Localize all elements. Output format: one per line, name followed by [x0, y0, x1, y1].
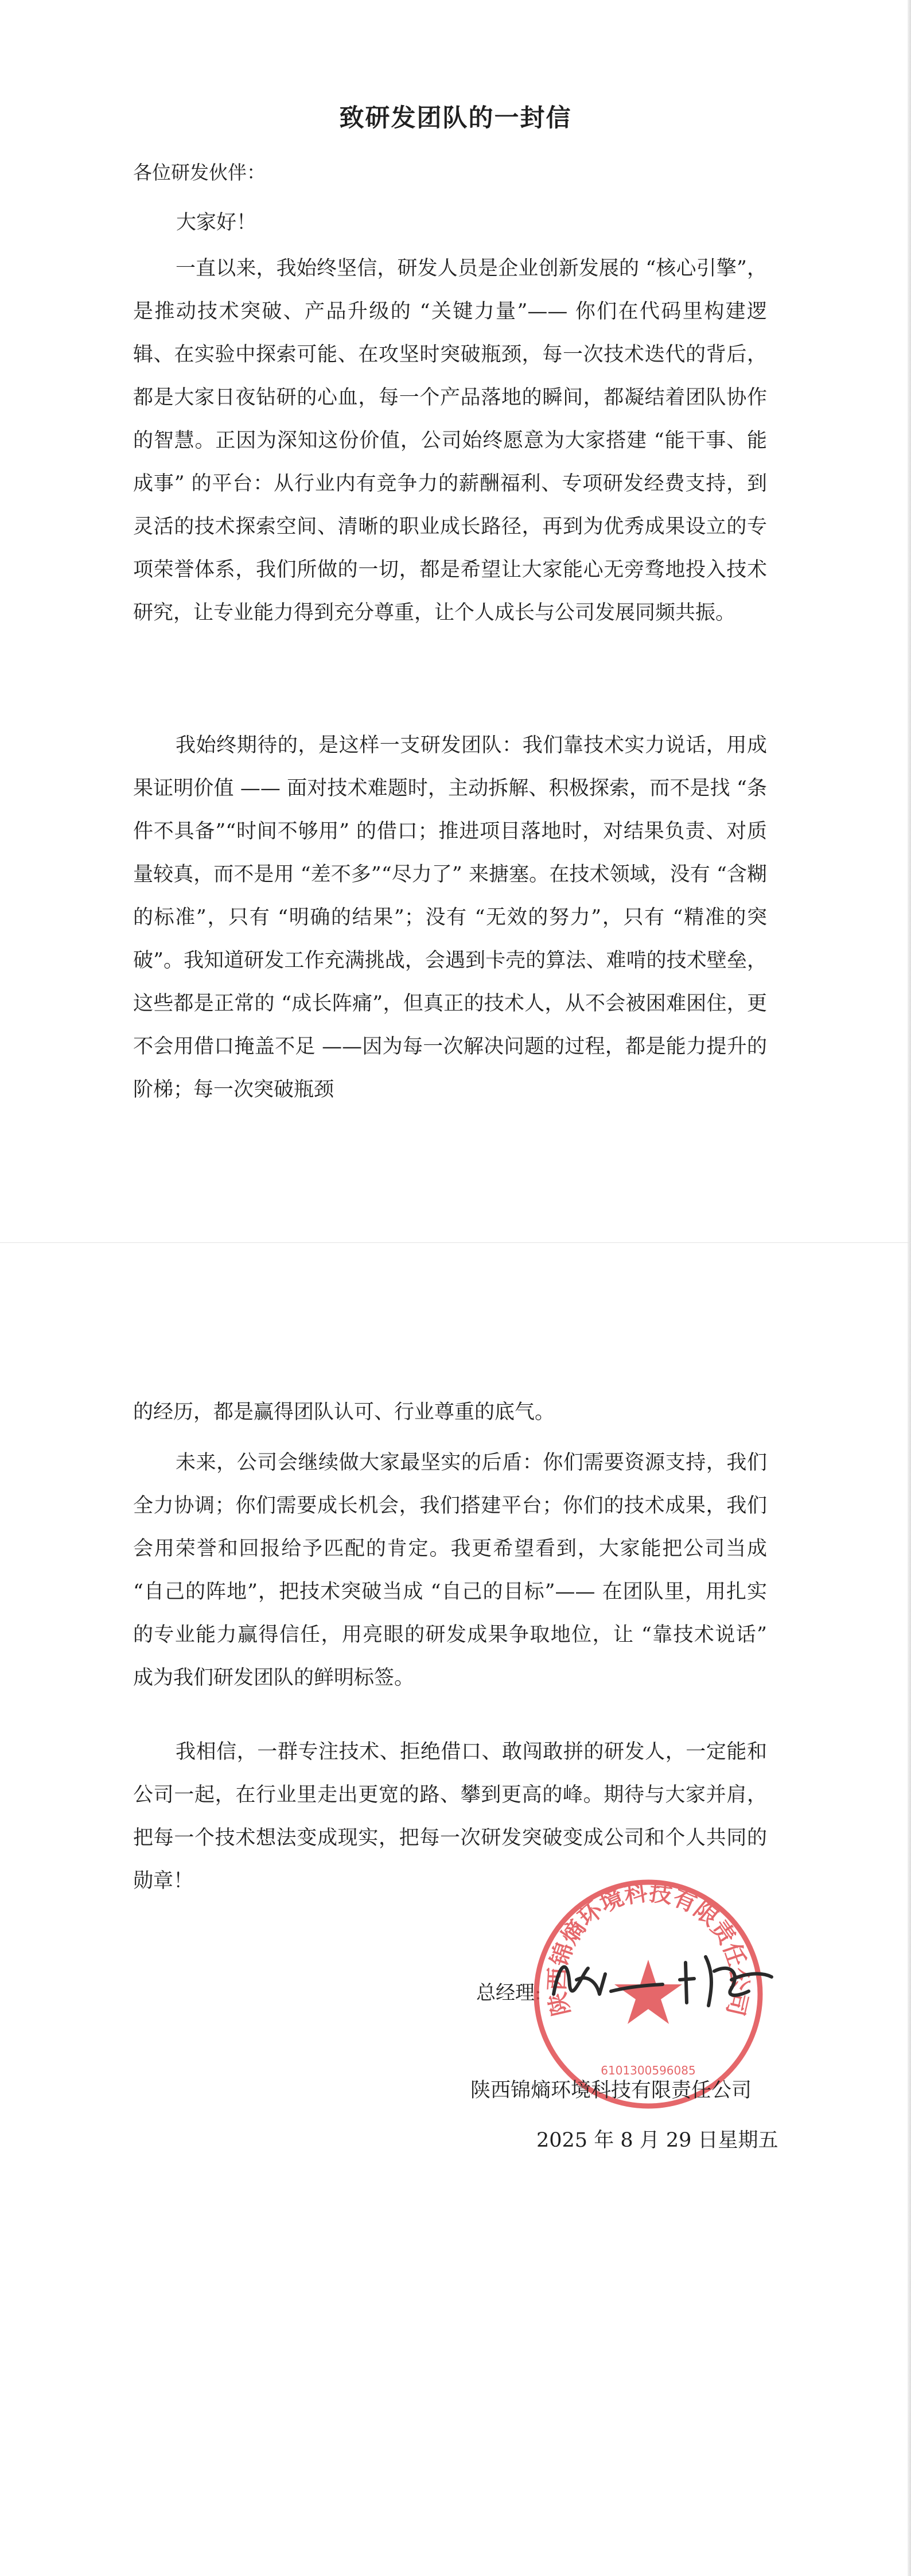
- scan-edge: [908, 0, 911, 1242]
- scan-edge: [908, 1243, 911, 2576]
- paragraph-1: 一直以来，我始终坚信，研发人员是企业创新发展的 “核心引擎”，是推动技术突破、产品升级的 “关键力量”—— 你们在代码里构建逻辑、在实验中探索可能、在攻坚时突破瓶颈，每一次技术迭代的背后，都是大家日夜钻研的心血，每一个产品落地的瞬间，都凝结着团队协作的智慧。正因为深知这份价值，公司始终愿意为大家搭建 “能干事、能成事” 的平台：从行业内有竞争力的薪酬福利、专项研发经费支持，到灵活的技术探索空间、清晰的职业成长路径，再到为优秀成果设立的专项荣誉体系，我们所做的一切，都是希望让大家能心无旁骛地投入技术研究，让专业能力得到充分尊重，让个人成长与公司发展同频共振。: [133, 257, 767, 624]
- seal-number: 6101300596085: [601, 2064, 696, 2077]
- letter-page-1: [0, 0, 911, 1242]
- signature-label: 总经理:: [476, 1981, 542, 2004]
- seal-text: 陕西锦熵环境科技有限责任公司: [543, 1879, 753, 2019]
- paragraph-2: 我始终期待的，是这样一支研发团队：我们靠技术实力说话，用成果证明价值 —— 面对技术难题时，主动拆解、积极探索，而不是找 “条件不具备”“时间不够用” 的借口；推进项目落地时，对结果负责、对质量较真，而不是用 “差不多”“尽力了” 来搪塞。在技术领域，没有 “含糊的标准”，只有 “明确的结果”；没有 “无效的努力”，只有 “精准的突破”。我知道研发工作充满挑战，会遇到卡壳的算法、难啃的技术壁垒，这些都是正常的 “成长阵痛”，但真正的技术人，从不会被困难困住，更不会用借口掩盖不足 ——因为每一次解决问题的过程，都是能力提升的阶梯；每一次突破瓶颈: [133, 734, 767, 1101]
- paragraph-2-continued: 的经历，都是赢得团队认可、行业尊重的底气。: [133, 1401, 555, 1424]
- letter-date: 2025 年 8 月 29 日星期五: [536, 2129, 778, 2152]
- letter-title: 致研发团队的一封信: [339, 104, 572, 133]
- letter-page-2: [0, 1242, 911, 2576]
- paragraph-3: 未来，公司会继续做大家最坚实的后盾：你们需要资源支持，我们全力协调；你们需要成长机会，我们搭建平台；你们的技术成果，我们会用荣誉和回报给予匹配的肯定。我更希望看到，大家能把公司当成 “自己的阵地”，把技术突破当成 “自己的目标”—— 在团队里，用扎实的专业能力赢得信任，用亮眼的研发成果争取地位，让 “靠技术说话” 成为我们研发团队的鲜明标签。: [133, 1451, 767, 1689]
- salutation: 各位研发伙伴：: [133, 161, 266, 184]
- company-name: 陕西锦熵环境科技有限责任公司: [470, 2079, 752, 2102]
- greeting: 大家好！: [176, 211, 257, 234]
- signature-scribble: [542, 1940, 783, 2014]
- paragraph-4: 我相信，一群专注技术、拒绝借口、敢闯敢拼的研发人，一定能和公司一起，在行业里走出更宽的路、攀到更高的峰。期待与大家并肩，把每一个技术想法变成现实，把每一次研发突破变成公司和个人共同的勋章！: [133, 1740, 767, 1893]
